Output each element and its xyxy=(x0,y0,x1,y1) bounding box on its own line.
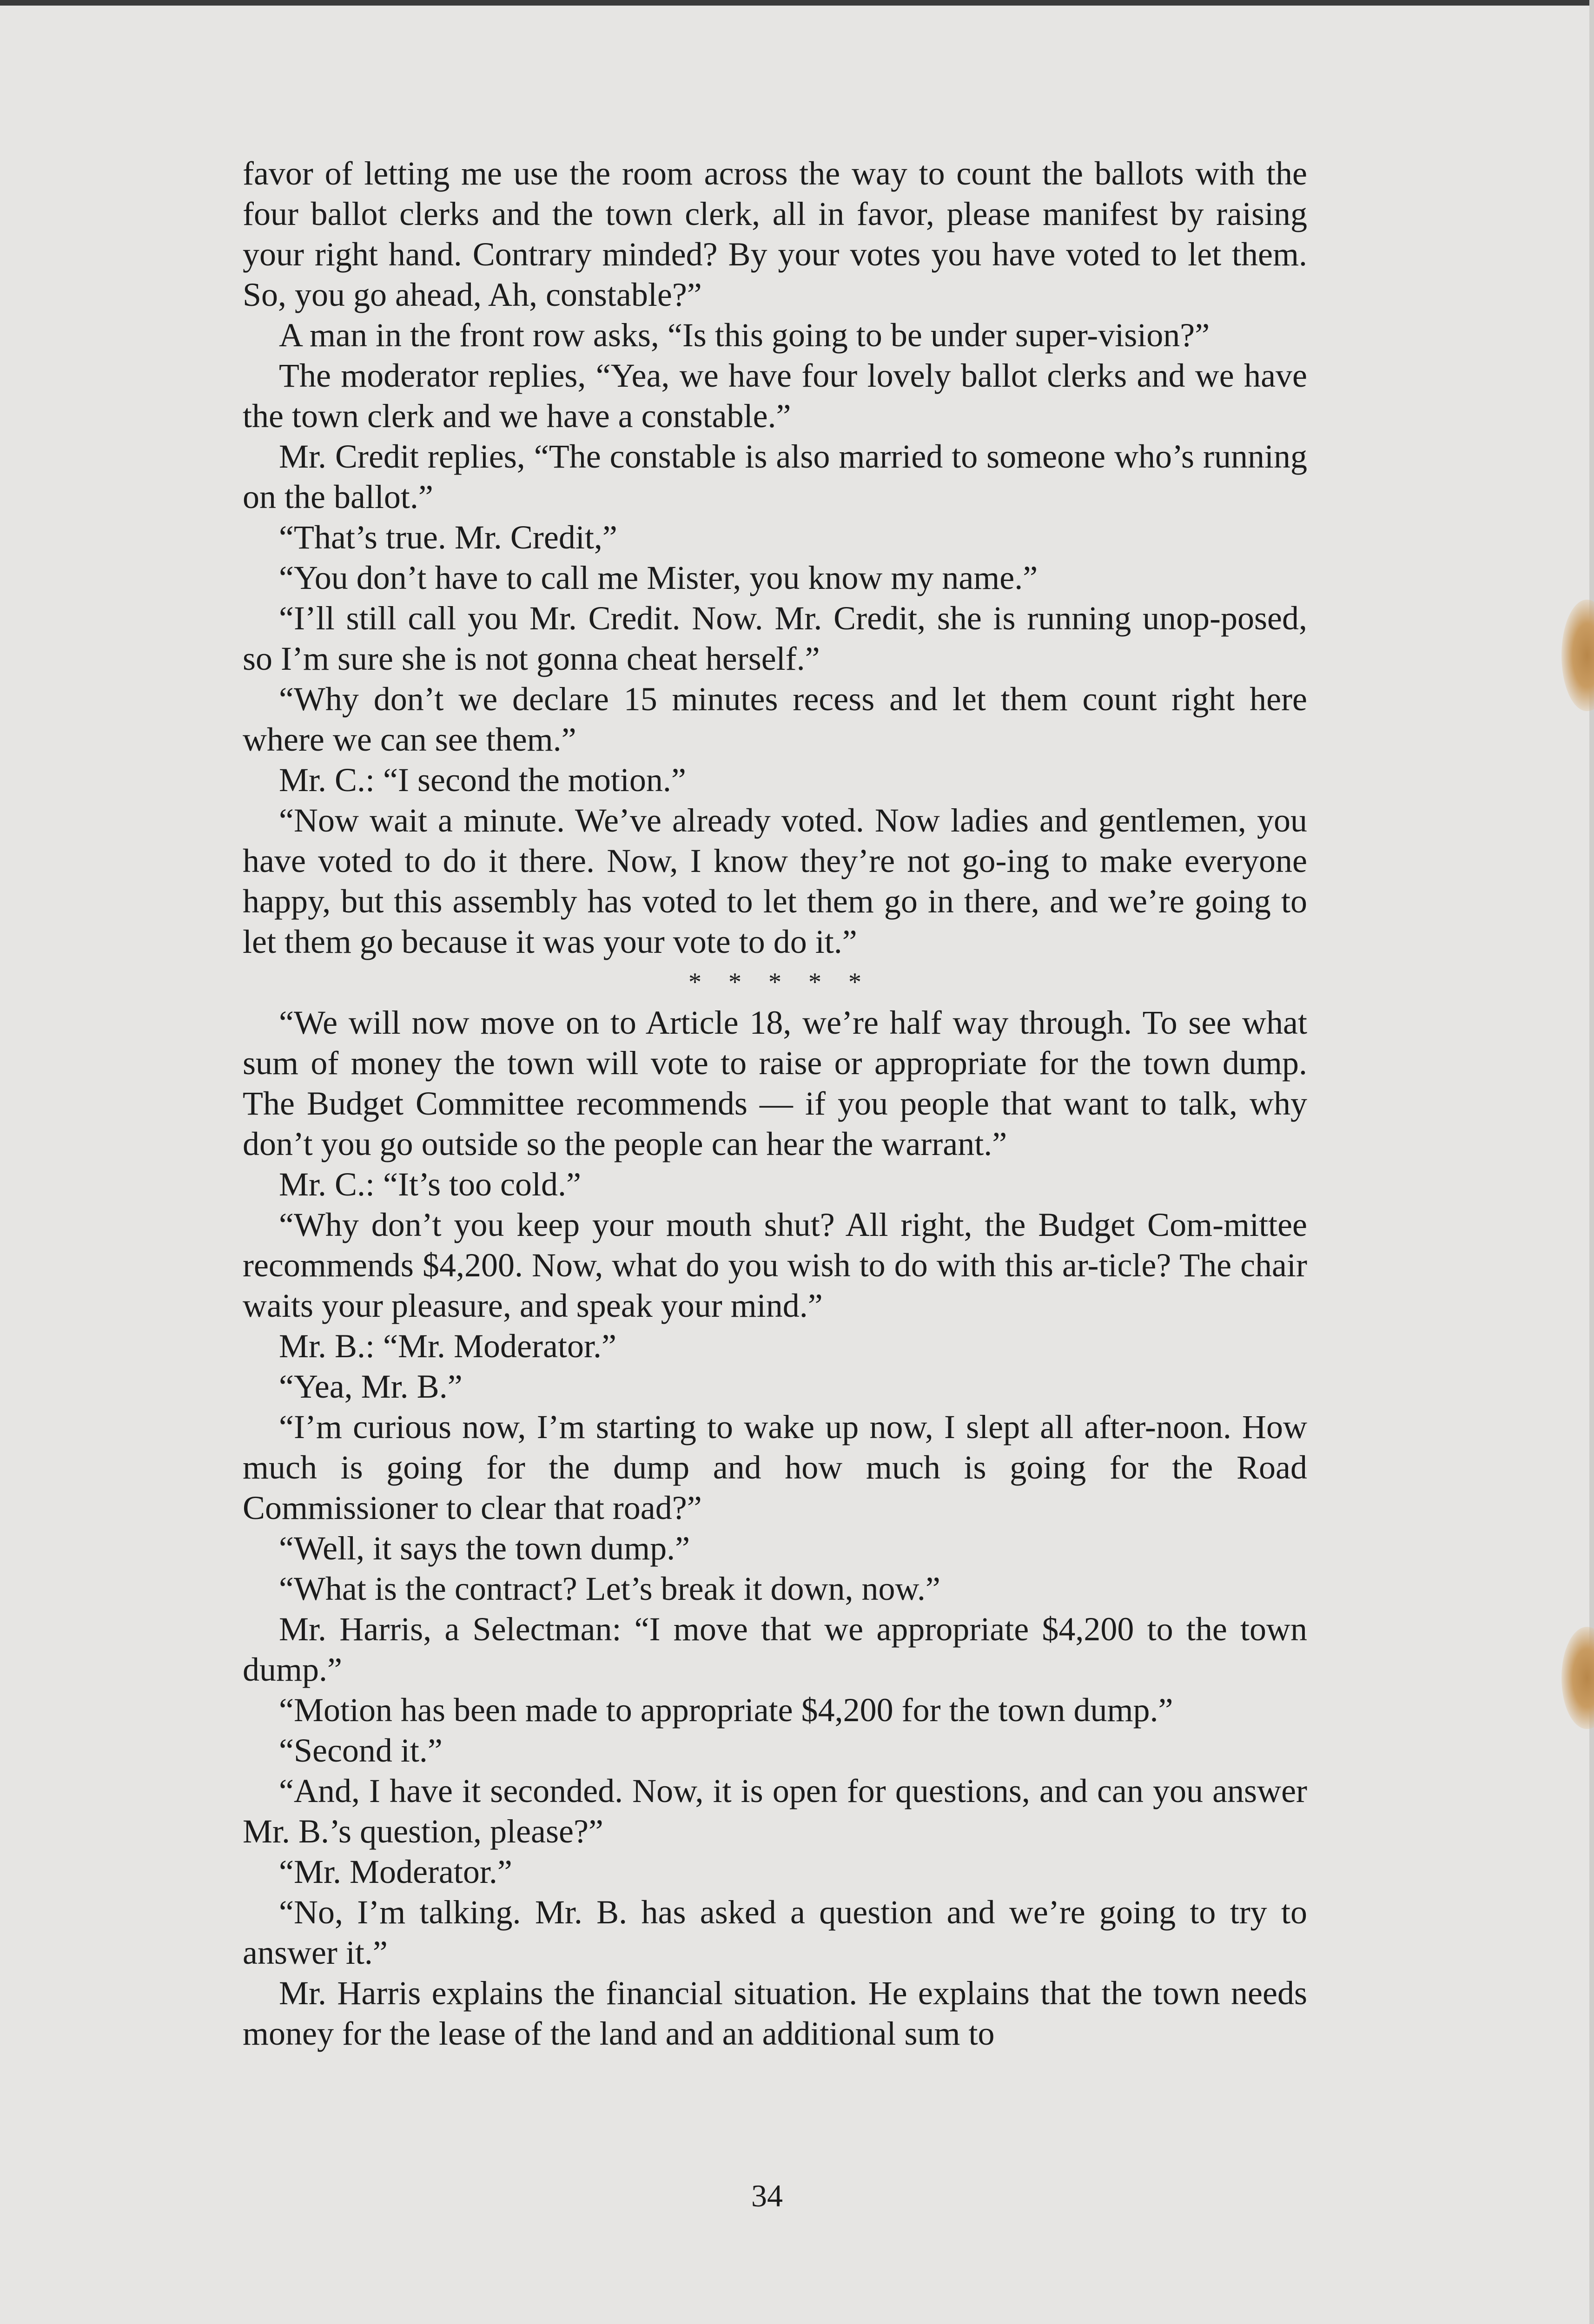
paragraph: “I’ll still call you Mr. Credit. Now. Mr. Credit, she is running unop-posed, so I’m sure she is not gonna cheat herself.” xyxy=(243,600,1307,677)
paragraph: “You don’t have to call me Mister, you know my name.” xyxy=(279,559,1038,596)
paragraph: “Now wait a minute. We’ve already voted. Now ladies and gentlemen, you have voted to do it there. Now, I know they’re not go-ing to make everyone happy, but this assembly has voted to let them go in there, and we’re going to let them go because it was your vote to do it.” xyxy=(243,802,1307,960)
paragraph: “And, I have it seconded. Now, it is open for questions, and can you answer Mr. B.’s question, please?” xyxy=(243,1772,1307,1850)
paragraph: “Yea, Mr. B.” xyxy=(279,1368,463,1405)
paragraph: “Why don’t we declare 15 minutes recess and let them count right here where we can see them.” xyxy=(243,680,1307,758)
paragraph: Mr. B.: “Mr. Moderator.” xyxy=(279,1327,616,1365)
page-right-edge xyxy=(1589,0,1594,2324)
paragraph: Mr. Harris, a Selectman: “I move that we appropriate $4,200 to the town dump.” xyxy=(243,1611,1307,1688)
paragraph: The moderator replies, “Yea, we have four lovely ballot clerks and we have the town clerk and we have a constable.” xyxy=(243,357,1307,435)
paragraph: “What is the contract? Let’s break it down, now.” xyxy=(279,1570,940,1607)
paragraph: “Second it.” xyxy=(279,1732,443,1769)
paragraph: “That’s true. Mr. Credit,” xyxy=(279,519,617,556)
stain-mark xyxy=(1561,1627,1594,1729)
paragraph: “We will now move on to Article 18, we’re half way through. To see what sum of money the town will vote to raise or appropriate for the town dump. The Budget Committee recommends — if you people that want to talk, why don’t you go outside so the people can hear the warrant.” xyxy=(243,1004,1307,1162)
paragraph: Mr. C.: “I second the motion.” xyxy=(279,761,686,799)
paragraph: Mr. Harris explains the financial situation. He explains that the town needs money for the lease of the land and an additional sum to xyxy=(243,1974,1307,2052)
page-top-edge xyxy=(0,0,1594,6)
paragraph: A man in the front row asks, “Is this going to be under super-vision?” xyxy=(279,317,1210,354)
paragraph: “Mr. Moderator.” xyxy=(279,1853,512,1890)
paragraph: “No, I’m talking. Mr. B. has asked a question and we’re going to try to answer it.” xyxy=(243,1894,1307,1971)
section-separator: * * * * * xyxy=(688,968,872,997)
paragraph: Mr. Credit replies, “The constable is also married to someone who’s running on the ballot.” xyxy=(243,438,1307,515)
paragraph: “Motion has been made to appropriate $4,200 for the town dump.” xyxy=(279,1691,1173,1729)
paragraph: “Why don’t you keep your mouth shut? All right, the Budget Com-mittee recommends $4,200. Now, what do you wish to do with this ar-ticle? The chair waits your pleasure, and speak your mind.” xyxy=(243,1206,1307,1324)
paragraph: favor of letting me use the room across the way to count the ballots with the four ballot clerks and the town clerk, all in favor, please manifest by raising your right hand. Contrary minded? By your votes you have voted to let them. So, you go ahead, Ah, constable?” xyxy=(243,155,1307,313)
paragraph: Mr. C.: “It’s too cold.” xyxy=(279,1166,581,1203)
body-text xyxy=(243,153,1307,2054)
paragraph: “Well, it says the town dump.” xyxy=(279,1530,690,1567)
paragraph: “I’m curious now, I’m starting to wake up now, I slept all after-noon. How much is going for the dump and how much is going for the Road Commissioner to clear that road?” xyxy=(243,1408,1307,1526)
page-number: 34 xyxy=(751,2178,783,2213)
stain-mark xyxy=(1561,600,1594,711)
